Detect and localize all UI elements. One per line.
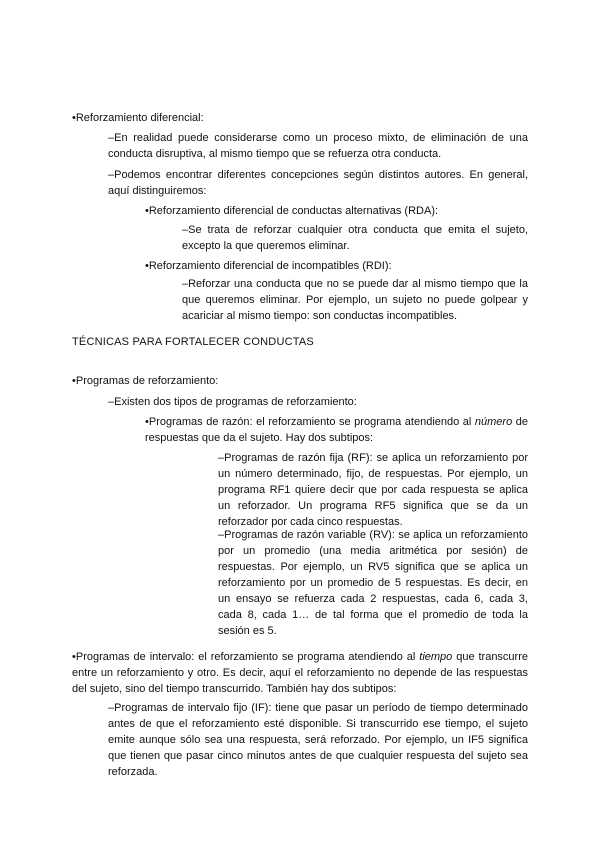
paragraph-proceso-mixto: –En realidad puede considerarse como un proceso mixto, de eliminación de una conducta disruptiva, al mismo tiempo que se refuerza otra conducta. [108,132,528,160]
paragraph-razon-fija: –Programas de razón fija (RF): se aplica un reforzamiento por un número determinado, fijo, de respuestas. Por ejemplo, un programa RF1 quiere decir que por cada respuesta se aplica un reforzador. Un programa RF5 significa que se da un reforzador por cada cinco respuestas. [218,452,528,528]
bullet-reforzamiento-diferencial: •Reforzamiento diferencial: [72,112,204,124]
paragraph-concepciones: –Podemos encontrar diferentes concepciones según distintos autores. En general, aquí distinguiremos: [108,169,528,197]
bullet-rda: •Reforzamiento diferencial de conductas alternativas (RDA): [145,205,439,217]
razon-emphasis: número [474,416,513,428]
bullet-programas-intervalo [72,649,528,697]
intervalo-text-post: que transcurre entre un reforzamiento y otro. Es decir, aquí el reforzamiento no depende de las respuestas del sujeto, sino del tiempo transcurrido. También hay dos subtipos: [72,651,528,695]
intervalo-text-pre: •Programas de intervalo: el reforzamiento se programa atendiendo al [72,651,420,663]
bullet-programas-razon [145,414,528,446]
bullet-rdi: •Reforzamiento diferencial de incompatibles (RDI): [145,260,392,272]
paragraph-rda: –Se trata de reforzar cualquier otra conducta que emita el sujeto, excepto la que queremos eliminar. [182,224,528,252]
intervalo-emphasis: tiempo [419,651,453,663]
section-heading: TÉCNICAS PARA FORTALECER CONDUCTAS [72,336,314,348]
bullet-programas-reforzamiento: •Programas de reforzamiento: [72,375,219,387]
razon-text-pre: •Programas de razón: el reforzamiento se programa atendiendo al [145,416,475,428]
razon-text-post: de respuestas que da el sujeto. Hay dos subtipos: [145,416,528,444]
paragraph-rdi: –Reforzar una conducta que no se puede dar al mismo tiempo que la que queremos eliminar. Por ejemplo, un sujeto no puede golpear y acariciar al mismo tiempo: son conductas incompatibles. [182,278,528,322]
paragraph-razon-variable: –Programas de razón variable (RV): se aplica un reforzamiento por un promedio (una media aritmética por sesión) de respuestas. Por ejemplo, un RV5 significa que se aplica un reforzamiento por un promedio de 5 respuestas. Es decir, en un ensayo se refuerza cada 2 respuestas, cada 6, cada 3, cada 8, cada 1… de tal forma que el promedio de toda la sesión es 5. [218,529,528,637]
paragraph-intervalo-fijo: –Programas de intervalo fijo (IF): tiene que pasar un período de tiempo determinado antes de que el reforzamiento esté disponible. Si transcurrido ese tiempo, el sujeto emite aunque sólo sea una respuesta, será reforzado. Por ejemplo, un IF5 significa que tienen que pasar cinco minutos antes de que cualquier respuesta del sujeto sea reforzada. [108,702,528,778]
paragraph-dos-tipos: –Existen dos tipos de programas de reforzamiento: [108,396,357,408]
